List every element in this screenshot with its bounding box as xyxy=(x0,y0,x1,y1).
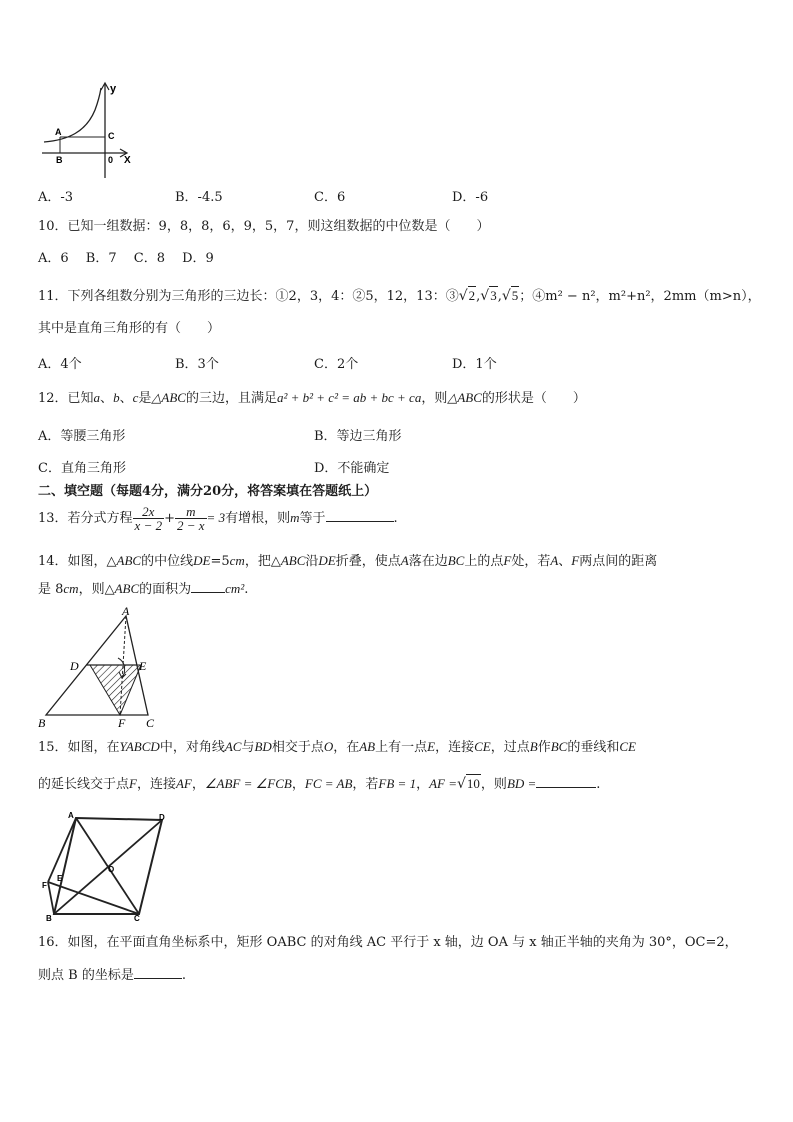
q13-var: m xyxy=(290,510,300,525)
q16-line2 xyxy=(38,966,186,985)
q12-var-c: c xyxy=(132,390,139,405)
q14-t9: 处，若 xyxy=(511,554,551,569)
q15-figure xyxy=(38,810,178,925)
q12-option-c: C．直角三角形 xyxy=(38,461,126,476)
q14-abc2: ABC xyxy=(280,553,306,568)
q16-end: . xyxy=(181,968,186,983)
q13-frac-1-num: 2x xyxy=(133,505,165,519)
q9-option-c: C．6 xyxy=(314,190,346,205)
q15-ab: AB xyxy=(359,739,376,754)
q16-text: 则点 B 的坐标是 xyxy=(38,968,134,983)
q14-end: . xyxy=(244,582,249,597)
q13-tail1: 有增根，则 xyxy=(225,511,291,526)
label-o: 0 xyxy=(108,155,114,165)
q15-ce2: CE xyxy=(619,739,636,754)
q15-o: O xyxy=(323,739,334,754)
q14-t5: 沿 xyxy=(305,554,319,569)
q15-label-d: D xyxy=(159,813,165,822)
q12-equation: a² + b² + c² = ab + bc + ca xyxy=(276,390,422,405)
q13-lead: 13．若分式方程 xyxy=(38,511,133,526)
q15-line-fb xyxy=(48,882,54,914)
q11-root-1: 2 xyxy=(468,288,476,303)
q14-cm2: cm xyxy=(63,581,79,596)
q15-label-c: C xyxy=(134,914,140,923)
q15-t16: ， xyxy=(416,777,430,792)
q14-abc3: ABC xyxy=(114,581,140,596)
q12-mid: 是 xyxy=(138,391,152,406)
q11-root-3: 5 xyxy=(511,288,519,303)
q12-tri2: △ABC xyxy=(447,390,482,405)
q15-b: B xyxy=(529,739,538,754)
q15-end: . xyxy=(596,777,601,792)
q15-t3: 与 xyxy=(241,740,255,755)
q14-answer-blank[interactable] xyxy=(191,580,225,593)
q15-angle: ∠ABF = ∠FCB xyxy=(204,776,292,791)
q11-root-2: 3 xyxy=(490,288,497,303)
q15-parallelogram: YABCD xyxy=(119,739,160,754)
q15-t17: ，则 xyxy=(480,777,507,792)
q13-frac-2 xyxy=(175,505,207,532)
q13-frac-1-den: x − 2 xyxy=(134,518,163,533)
section2-title: 二、填空题（每题4分，满分20分，将答案填在答题纸上） xyxy=(38,484,378,499)
q12-mid3: ，则 xyxy=(421,391,448,406)
q11-text-b: ；④m² − n²，m²+n²，2mm（m>n）， xyxy=(519,289,761,304)
q15-af: AF xyxy=(175,776,192,791)
q15-t4: 相交于点 xyxy=(271,740,324,755)
q14-t10: 、 xyxy=(558,554,572,569)
q11-option-c: C．2个 xyxy=(314,357,359,372)
q15-fb: FB = 1 xyxy=(378,776,417,791)
q13-text xyxy=(38,504,398,533)
q14-f: F xyxy=(503,553,512,568)
q12-option-b: B．等边三角形 xyxy=(314,429,402,444)
q9-option-a: A．-3 xyxy=(38,190,74,205)
q15-line-fc xyxy=(48,882,139,914)
q13-eq: = 3 xyxy=(206,510,226,525)
q14-a2: A xyxy=(550,553,559,568)
q15-t2: 中，对角线 xyxy=(159,740,225,755)
q14-label-d: D xyxy=(70,659,79,673)
q15-label-e: E xyxy=(57,874,63,883)
q13-plus: + xyxy=(164,511,175,526)
q14-t7: 落在边 xyxy=(408,554,448,569)
q14-f2: F xyxy=(571,553,580,568)
q14-abc: ABC xyxy=(116,553,142,568)
q15-root: 10 xyxy=(466,776,480,791)
q16-answer-blank[interactable] xyxy=(134,966,182,979)
q15-t14: ， xyxy=(291,777,305,792)
q10-text: 10．已知一组数据：9，8，8，6，9，5，7，则这组数据的中位数是（ ） xyxy=(38,219,490,234)
q12-var-a: a xyxy=(93,390,101,405)
label-c: C xyxy=(108,131,115,141)
q14-bc: BC xyxy=(447,553,465,568)
q12-tail: 的形状是（ ） xyxy=(481,391,586,406)
q15-t11: 的延长线交于点 xyxy=(38,777,130,792)
q14-t13: ，则△ xyxy=(78,582,115,597)
q12-text xyxy=(38,389,586,408)
q12-lead: 12．已知 xyxy=(38,391,94,406)
q15-label-b: B xyxy=(46,914,52,923)
q15-t5: ，在 xyxy=(333,740,360,755)
q14-t14: 的面积为 xyxy=(139,582,192,597)
q13-frac-1 xyxy=(133,505,165,532)
q13-end: . xyxy=(393,511,398,526)
q14-line2 xyxy=(38,580,248,599)
q12-option-d: D．不能确定 xyxy=(314,461,390,476)
q15-f: F xyxy=(129,776,137,791)
q12-sep1: 、 xyxy=(100,391,114,406)
q15-label-f: F xyxy=(42,881,47,890)
q12-sep2: 、 xyxy=(119,391,133,406)
q11-text-a: 11．下列各组数分别为三角形的三边长：①2，3，4：②5，12，13：③ xyxy=(38,289,459,304)
q15-bd: BD xyxy=(254,739,272,754)
q13-tail2: 等于 xyxy=(299,511,326,526)
q11-text: 11．下列各组数分别为三角形的三边长：①2，3，4：②5，12，13：③√2,√3,√5；④m² − n²，m²+n²，2mm（m>n）， xyxy=(38,288,761,304)
q15-label-o: O xyxy=(108,865,115,874)
q14-line1 xyxy=(38,552,657,571)
q15-ce: CE xyxy=(474,739,491,754)
q12-tri: △ABC xyxy=(151,390,186,405)
q14-label-b: B xyxy=(38,716,46,730)
q15-ac: AC xyxy=(224,739,242,754)
q14-t11: 两点间的距离 xyxy=(579,554,658,569)
q12-var-b: b xyxy=(113,390,120,405)
q13-frac-2-den: 2 − x xyxy=(177,518,205,533)
q9-option-b: B．-4.5 xyxy=(175,190,223,205)
q15-t7: ，连接 xyxy=(435,740,475,755)
q15-fcab: FC = AB xyxy=(304,776,353,791)
q11-option-d: D．1个 xyxy=(452,357,497,372)
q15-line-af xyxy=(48,818,76,882)
q14-t2: 的中位线 xyxy=(141,554,194,569)
q14-t4: ，把△ xyxy=(244,554,281,569)
q14-t8: 上的点 xyxy=(464,554,504,569)
q13-frac-2-num: m xyxy=(175,505,207,519)
q15-t12: ，连接 xyxy=(136,777,176,792)
q15-t1: 15．如图，在 xyxy=(38,740,120,755)
q15-bd2: BD = xyxy=(506,776,537,791)
q14-folded-triangle xyxy=(90,665,141,715)
q14-t1: 14．如图，△ xyxy=(38,554,117,569)
q11-option-b: B．3个 xyxy=(175,357,219,372)
q15-t8: ，过点 xyxy=(490,740,530,755)
q11-option-a: A．4个 xyxy=(38,357,82,372)
q16-line1: 16．如图，在平面直角坐标系中，矩形 OABC 的对角线 AC 平行于 x 轴，边 OA 与 x 轴正半轴的夹角为 30°，OC=2， xyxy=(38,935,738,950)
q15-t6: 上有一点 xyxy=(375,740,428,755)
q14-a: A xyxy=(400,553,409,568)
q15-t13: ， xyxy=(191,777,205,792)
q14-label-a: A xyxy=(122,606,130,618)
q9-option-d: D．-6 xyxy=(452,190,489,205)
q15-answer-blank[interactable] xyxy=(536,775,596,788)
curve xyxy=(44,88,101,142)
q15-line2: 的延长线交于点F，连接AF，∠ABF = ∠FCB，FC = AB，若FB = 1，AF =√10，则BD = . xyxy=(38,776,601,792)
q15-bc: BC xyxy=(550,739,568,754)
q14-label-c: C xyxy=(146,716,155,730)
q14-figure xyxy=(36,606,166,730)
q14-t12: 是 8 xyxy=(38,582,64,597)
label-b: B xyxy=(56,155,63,165)
q15-e: E xyxy=(427,739,436,754)
q13-answer-blank[interactable] xyxy=(326,509,394,522)
q14-unit: cm² xyxy=(225,581,245,596)
q15-t9: 作 xyxy=(537,740,551,755)
q10-options: A．6 B．7 C．8 D．9 xyxy=(38,251,214,266)
q14-de2: DE xyxy=(318,553,336,568)
q12-mid2: 的三边，且满足 xyxy=(185,391,277,406)
q9-graph xyxy=(38,80,138,180)
q14-de: DE xyxy=(193,553,211,568)
q14-t3: =5 xyxy=(210,554,230,569)
q15-t10: 的垂线和 xyxy=(567,740,620,755)
q11-text-c: 其中是直角三角形的有（ ） xyxy=(38,321,221,336)
q15-line1 xyxy=(38,738,636,757)
q12-option-a: A．等腰三角形 xyxy=(38,429,126,444)
q14-t6: 折叠，使点 xyxy=(335,554,401,569)
label-x: X xyxy=(124,155,131,166)
q15-af2: AF = xyxy=(429,776,457,791)
q15-label-a: A xyxy=(68,811,74,820)
q15-t15: ，若 xyxy=(352,777,379,792)
q14-label-e: E xyxy=(139,659,147,673)
label-y: y xyxy=(110,83,117,95)
q14-cm: cm xyxy=(229,553,245,568)
q14-label-f: F xyxy=(118,716,126,730)
label-a: A xyxy=(55,127,62,137)
